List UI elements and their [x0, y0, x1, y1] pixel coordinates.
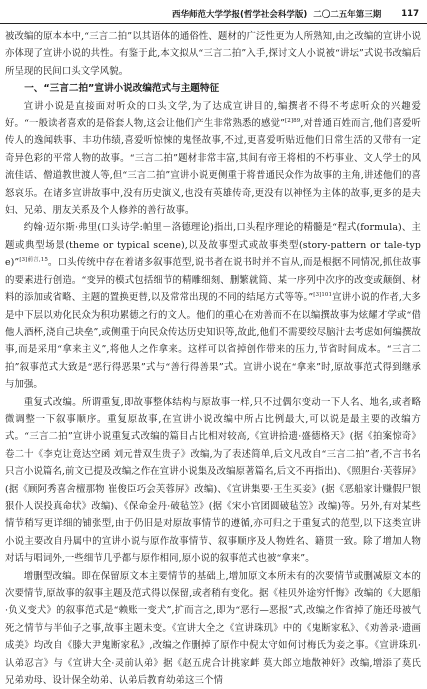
- paragraph-oral-formula-text-c: 宣讲小说的作者,大多是中下层以劝化民众为积功累德之行的文人。他们的重心在劝善而不在以编撰故事为炫耀才学或“借他人酒杯,浇自己块垒”,或侧重于向民众传达历史知识等,故此,他们不需要绞尽脑汁去考虑如何编撰故事,而是采用“拿来主义”,将他人之作拿来。这样可以省掉创作带来的压力,节省时间成本。“三言二拍”叙事范式大致是“恶行得恶果”式与“善行得善果”式。宣讲小说在“拿来”时,原故事范式得到继承与加强。: [5, 292, 422, 391]
- article-body: [5, 28, 421, 689]
- paragraph-intro: 被改编的原本本中,“三言二拍”以其语体的通俗性、题材的广泛性更为人所熟知,由之改编的宣讲小说亦体现了宣讲小说的共性。有鉴于此,本文拟从“三言二拍”入手,探讨文人小说被“讲坛”式说书改编后所呈现的民间口头文学风貌。: [5, 31, 421, 77]
- paragraph-audience-text-b: ,对普通百姓而言,他们喜爱听传人的逸闻轶事、丰功伟绩,喜爱听惊悚的鬼怪故事,不过,更喜爱听贴近他们日常生活的又带有一定奇异色彩的平常人物的故事。“三言二拍”题材非常丰富,其间有帝王将相的不朽事业、文人学士的风流佳话、僧道教世渡人等,但“三言二拍”宣讲小说更侧重于将普通民众作为故事的主角,讲述他们的喜怒哀乐。在诸多宣讲故事中,没有历史演义,也没有英雄传奇,更没有以神怪为主体的故事,更多的是夫妇、兄弟、朋友关系及个人修养的善行故事。: [5, 118, 421, 217]
- paragraph-repetition: 重复式改编。所谓重复,即故事整体结构与原故事一样,只不过偶尔变动一下人名、地名,或者略微调整一下叙事顺序。重复原故事,在宣讲小说改编中所占比例最大,可以说是最主要的改编方式。“三言二拍”宣讲小说重复式改编的篇目占比相对较高,《宣讲拾遗·盛德格天》(据《拍案惊奇》卷二十《李克让竟达空函 刘元普双生贵子》改编,为了表述简单,后文凡改自“三言二拍”者,不言书名只言小说篇名,前文已提及改编之作在宣讲小说集及改编原著篇名,后文不再指出)、《照胆台·芙蓉屏》(据《顾阿秀喜舍檀那物 崔俊臣巧会芙蓉屏》改编)、《宣讲集要·王生买妾》(据《恶船家计赚假尸银 狠仆人误投真命状》改编)、《保命金丹·破毡笠》(据《宋小官团圆破毡笠》改编)等。另外,有对某些情节稍写更详细的铺张型,由于仍旧是对原故事情节的遵循,亦可归之于重复式的范型,以下这类宣讲小说主要改自丹属中的宣讲小说与原作故事情节、叙事顺序及人物姓名、籍贯一致。除了增加人物对话与唱词外,一些细节几乎都与原作相同,原小说的叙事范式也被“拿来”。: [5, 396, 421, 565]
- citation-ref-3: [3]101: [313, 291, 333, 298]
- paragraph-oral-formula-text-a: 约翰·迈尔斯·弗里(口头诗学:帕里－洛德理论)指出,口头程序理论的精髓是“程式(formula)、主题或典型场景(theme or typical scene),以及故事型式或故事类型(story-pattern or tale-type)”: [5, 222, 421, 269]
- citation-ref-1: [2]89: [285, 117, 301, 124]
- journal-title: 西华师范大学学报(哲学社会科学版): [171, 10, 308, 20]
- section-heading: 一、“三言二拍”宣讲小说改编范式与主题特征: [24, 83, 220, 95]
- running-header: [8, 6, 419, 22]
- paragraph-audience-text-a: 宣讲小说是直接面对听众的口头文学,为了达成宣讲目的,编撰者不得不考虑听众的兴趣爱好。“一般读者喜欢的是俗套人物,这会让他们产生非常熟悉的感觉”: [5, 100, 421, 130]
- header-rule: [0, 23, 427, 24]
- paragraph-oral-formula-text-b: 。口头传统中存在着诸多叙事范型,说书者在说书时并不盲从,而是根据不同情况,抓住故事的要素进行创造。“变异的模式包括细节的精雕细刻、删繁就简、某一序列中次序的改变或颠倒、材料的添加或省略、主题的置换更替,以及常常出现的不同的结尾方式等等。”: [5, 257, 422, 304]
- paragraph-oral-formula: [5, 219, 421, 393]
- citation-ref-2: [3]前言,15: [19, 257, 48, 264]
- issue-label: 二〇二五年第三期: [313, 10, 382, 20]
- page-number: 117: [401, 9, 419, 19]
- paragraph-add-delete: 增删型改编。即在保留原文本主要情节的基础上,增加原文本所未有的次要情节或删减原文本的次要情节,原故事的叙事主题及范式得以保留,或者稍有变化。据《桂贝外途穷忏悔》改编的《大愿船·负义变犬》的叙事范式是“赖账一变犬”,扩而言之,即为“恶行—恶报”式,改编之作省掉了施还母被气死之情节与半仙子之事,故事主题未变。《宣讲大全之《宣讲珠玑》中的《鬼断家私》、《劝善录·遗画成美》均改自《滕大尹鬼断家私》,改编之作删掉了原作中倪太守如何讨梅氏为妾之事。《宣讲珠玑·认弟忍言》与《宣讲大全·灵前认弟》据《赵五虎合计挑家衅 莫大郎立地散神奸》改编,增添了莫氏兄弟劝母、设计保全幼弟、认弟后教育幼弟这三个情: [5, 570, 421, 687]
- paragraph-audience: [5, 98, 421, 220]
